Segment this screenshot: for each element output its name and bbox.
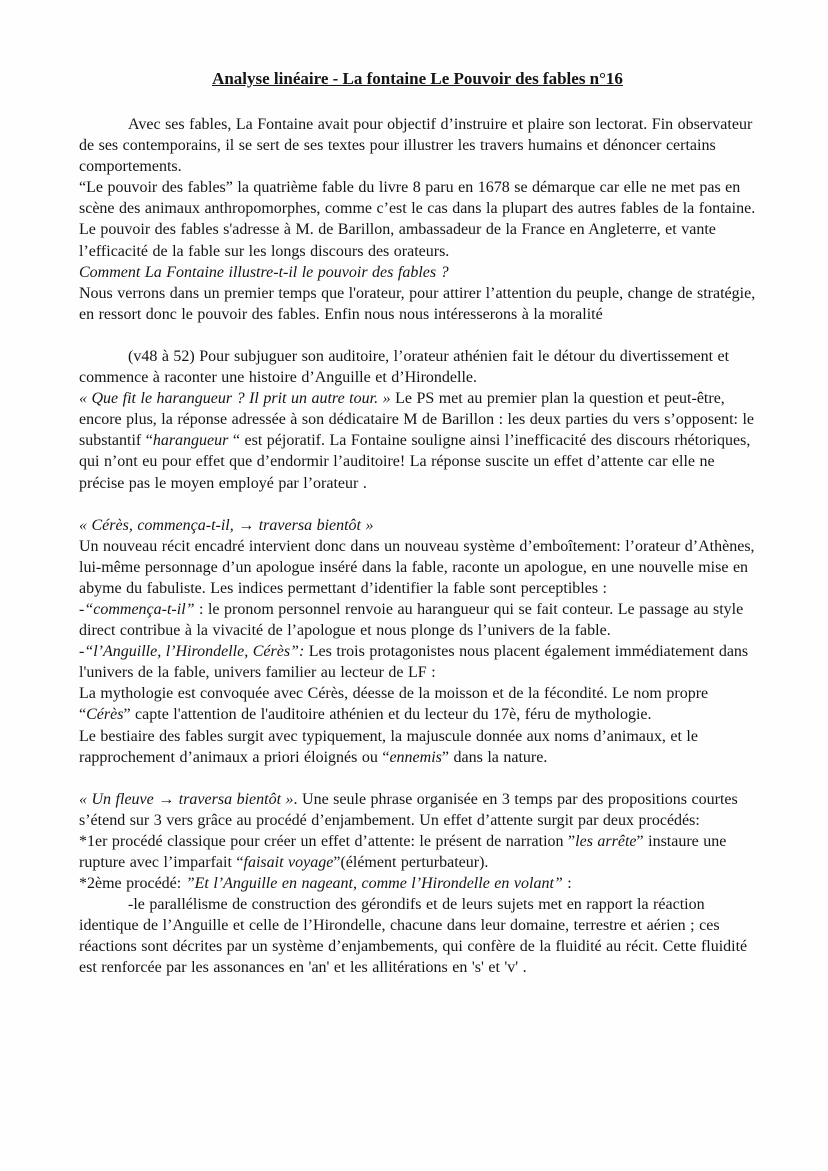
paragraph: [79, 789, 756, 831]
paragraph: [79, 831, 756, 873]
paragraph: [79, 114, 756, 177]
text-run: ” dans la nature.: [441, 748, 548, 766]
paragraph: [79, 641, 756, 683]
text-run: ” capte l'attention de l'auditoire athénien et du lecteur du 17è, féru de mythologie.: [123, 706, 652, 724]
text-run: “Le pouvoir des fables” la quatrième fable du livre 8 paru en 1678 se démarque car elle ne met pas en scène des animaux anthropomorphes, comme c’est le cas dans la plupart des autres fables de la fontaine.: [79, 179, 756, 218]
text-run: ”(élément perturbateur).: [333, 854, 489, 871]
text-run: : le pronom personnel renvoie au harangueur qui se fait conteur. Le passage au style direct contribue à la vivacité de l’apologue et nous plonge ds l’univers de la fable.: [79, 600, 744, 640]
text-run: Un nouveau récit encadré intervient donc dans un nouveau système d’emboîtement: l’orateur d’Athènes, lui-même personnage d’un apologue inséré dans la fable, raconte un apologue, en une nouvelle mise en abyme du fabuliste. Les indices permettant d’identifier la fable sont perceptibles :: [79, 537, 755, 597]
text-run: ”Et l’Anguille en nageant, comme l’Hirondelle en volant”: [185, 875, 563, 893]
text-run: Cérès: [86, 706, 124, 724]
text-run: ennemis: [389, 748, 442, 766]
document-title: Analyse linéaire - La fontaine Le Pouvoir des fables n°16: [212, 69, 623, 88]
text-run: harangueur: [152, 432, 229, 450]
text-run: “l’Anguille, l’Hirondelle, Cérès”:: [84, 643, 305, 661]
text-run: (v48 à 52) Pour subjuguer son auditoire, l’orateur athénien fait le détour du divertissement et commence à raconter une histoire d’Anguille et d’Hirondelle.: [79, 347, 730, 387]
text-run: « Que fit le harangueur ? Il prit un autre tour. »: [79, 390, 391, 408]
text-run: Les trois protagonistes nous placent également immédiatement dans l'univers de la fable, univers familier au lecteur de LF :: [79, 643, 749, 682]
text-run: Le PS met au premier plan la question et peut-être, encore plus, la réponse adressée à son dédicataire M de Barillon : les deux parties du vers s’opposent: le substantif “: [79, 390, 755, 450]
text-run: La mythologie est convoquée avec Cérès, déesse de la moisson et de la fécondité. Le nom propre “: [79, 685, 709, 724]
text-run: Avec ses fables, La Fontaine avait pour objectif d’instruire et plaire son lectorat. Fin observateur de ses contemporains, il se sert de ses textes pour illustrer les travers humains et dénoncer certains comportements.: [79, 116, 753, 176]
text-run: ” instaure une rupture avec l’imparfait “: [79, 832, 727, 871]
text-run: les arrête: [575, 832, 637, 850]
paragraph: [79, 726, 756, 768]
text-run: :: [562, 875, 572, 893]
paragraph: [79, 219, 756, 261]
paragraph: [79, 346, 756, 388]
text-run: « Un fleuve → traversa bientôt »: [79, 790, 294, 808]
paragraph: [79, 536, 756, 599]
text-run: Le pouvoir des fables s'adresse à M. de Barillon, ambassadeur de la France en Angleterre, et vante l’efficacité de la fable sur les longs discours des orateurs.: [79, 221, 716, 260]
text-run: Le bestiaire des fables surgit avec typiquement, la majuscule donnée aux noms d’animaux, et le rapprochement d’animaux a priori éloignés ou “: [79, 727, 698, 766]
paragraph-gap: [79, 325, 756, 346]
paragraph: [79, 177, 756, 219]
paragraph: [79, 283, 756, 325]
text-run: Comment La Fontaine illustre-t-il le pouvoir des fables ?: [79, 263, 449, 281]
text-run: . Une seule phrase organisée en 3 temps par des propositions courtes s’étend sur 3 vers grâce au procédé d’enjambement. Un effet d’attente surgit par deux procédés:: [79, 790, 738, 829]
text-run: faisait voyage: [243, 854, 334, 871]
text-run: -le parallélisme de construction des gérondifs et de leurs sujets met en rapport la réaction identique de l’Anguille et celle de l’Hirondelle, chacune dans leur domaine, terrestre et aérien ; ces réactions sont décrites par un système d’enjambements, qui confère de la fluidité au récit. Cette fluidité est renforcée par les assonances en 'an' et les allitérations en 's' et 'v' .: [79, 896, 748, 977]
document-body: [79, 114, 756, 979]
paragraph: [79, 262, 756, 283]
text-run: *2ème procédé:: [79, 875, 186, 893]
paragraph: [79, 683, 756, 725]
paragraph: [79, 388, 756, 493]
text-run: “ est péjoratif. La Fontaine souligne ainsi l’inefficacité des discours rhétoriques, qui n’ont eu pour effet que d’endormir l’auditoire! La réponse suscite un effet d’attente car elle ne précise pas le moyen employé par l’orateur .: [79, 432, 751, 492]
text-run: *1er procédé classique pour créer un effet d’attente: le présent de narration ”: [79, 832, 576, 850]
paragraph: [79, 894, 756, 978]
text-run: Nous verrons dans un premier temps que l'orateur, pour attirer l’attention du peuple, change de stratégie, en ressort donc le pouvoir des fables. Enfin nous nous intéresserons à la moralité: [79, 284, 756, 323]
paragraph: [79, 599, 756, 641]
paragraph-gap: [79, 768, 756, 789]
text-run: « Cérès, commença-t-il, → traversa bientôt »: [79, 516, 374, 534]
text-run: -: [79, 643, 85, 661]
paragraph: [79, 873, 756, 894]
paragraph: [79, 515, 756, 536]
text-run: -: [79, 600, 85, 618]
text-run: “commença-t-il”: [84, 600, 195, 618]
paragraph-gap: [79, 494, 756, 515]
